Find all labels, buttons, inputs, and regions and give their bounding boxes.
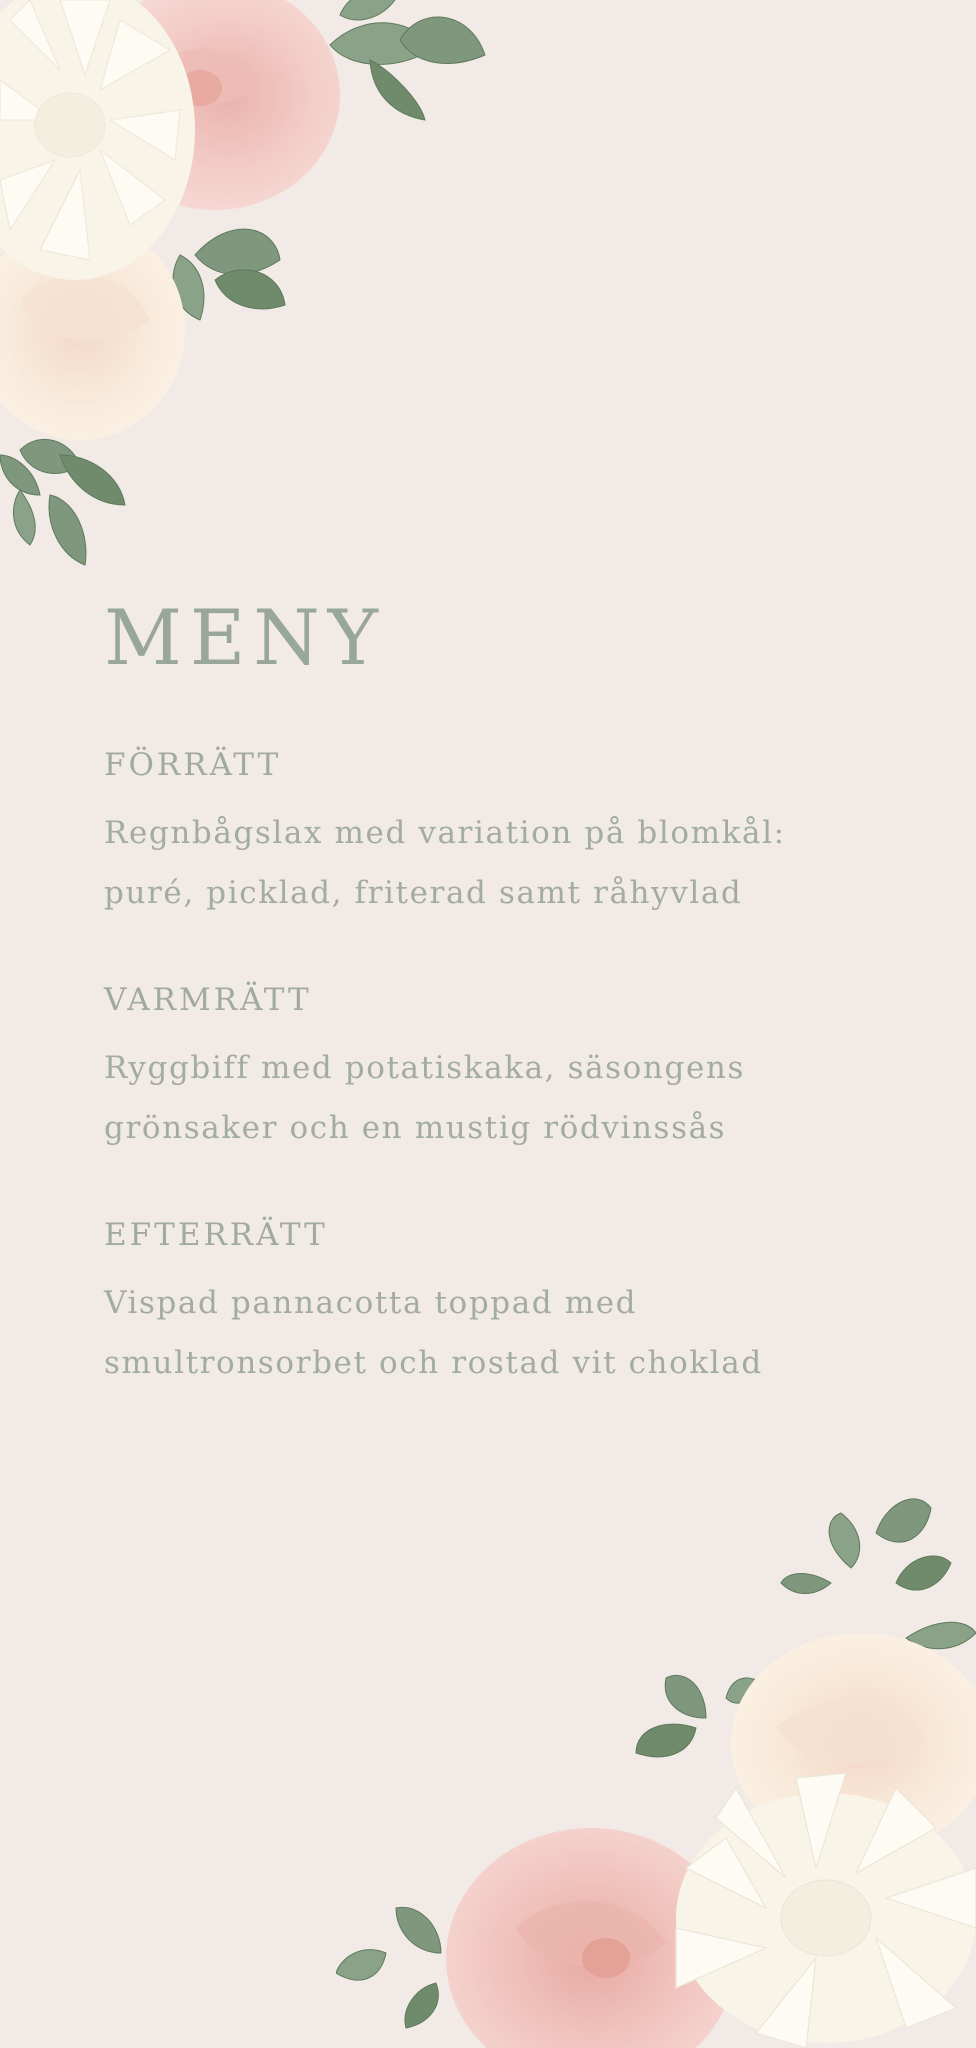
dahlia-icon <box>676 1773 976 2048</box>
floral-corner-bottom-right <box>336 1488 976 2048</box>
course-description-line: grönsaker och en mustig rödvinssås <box>104 1110 727 1146</box>
course-heading: FÖRRÄTT <box>104 747 282 783</box>
course-description-line: smultronsorbet och rostad vit choklad <box>104 1345 763 1381</box>
course-heading: VARMRÄTT <box>104 982 312 1018</box>
rose-icon <box>90 0 340 210</box>
rose-icon <box>0 220 185 440</box>
leaf-icon <box>0 0 485 565</box>
menu-title: MENY <box>104 593 386 682</box>
leaf-icon <box>336 1499 976 2028</box>
dahlia-icon <box>0 0 195 280</box>
floral-corner-top-left <box>0 0 500 580</box>
course-starter <box>104 747 924 923</box>
menu-card <box>104 593 924 1455</box>
course-main <box>104 982 924 1158</box>
course-description-line: Regnbågslax med variation på blomkål: <box>104 815 786 851</box>
course-description-line: puré, picklad, friterad samt råhyvlad <box>104 875 743 911</box>
rose-icon <box>446 1828 736 2048</box>
course-heading: EFTERRÄTT <box>104 1217 328 1253</box>
course-dessert <box>104 1217 924 1393</box>
rose-icon <box>731 1633 976 1853</box>
course-description-line: Ryggbiff med potatiskaka, säsongens <box>104 1050 745 1086</box>
course-description-line: Vispad pannacotta toppad med <box>104 1285 638 1321</box>
